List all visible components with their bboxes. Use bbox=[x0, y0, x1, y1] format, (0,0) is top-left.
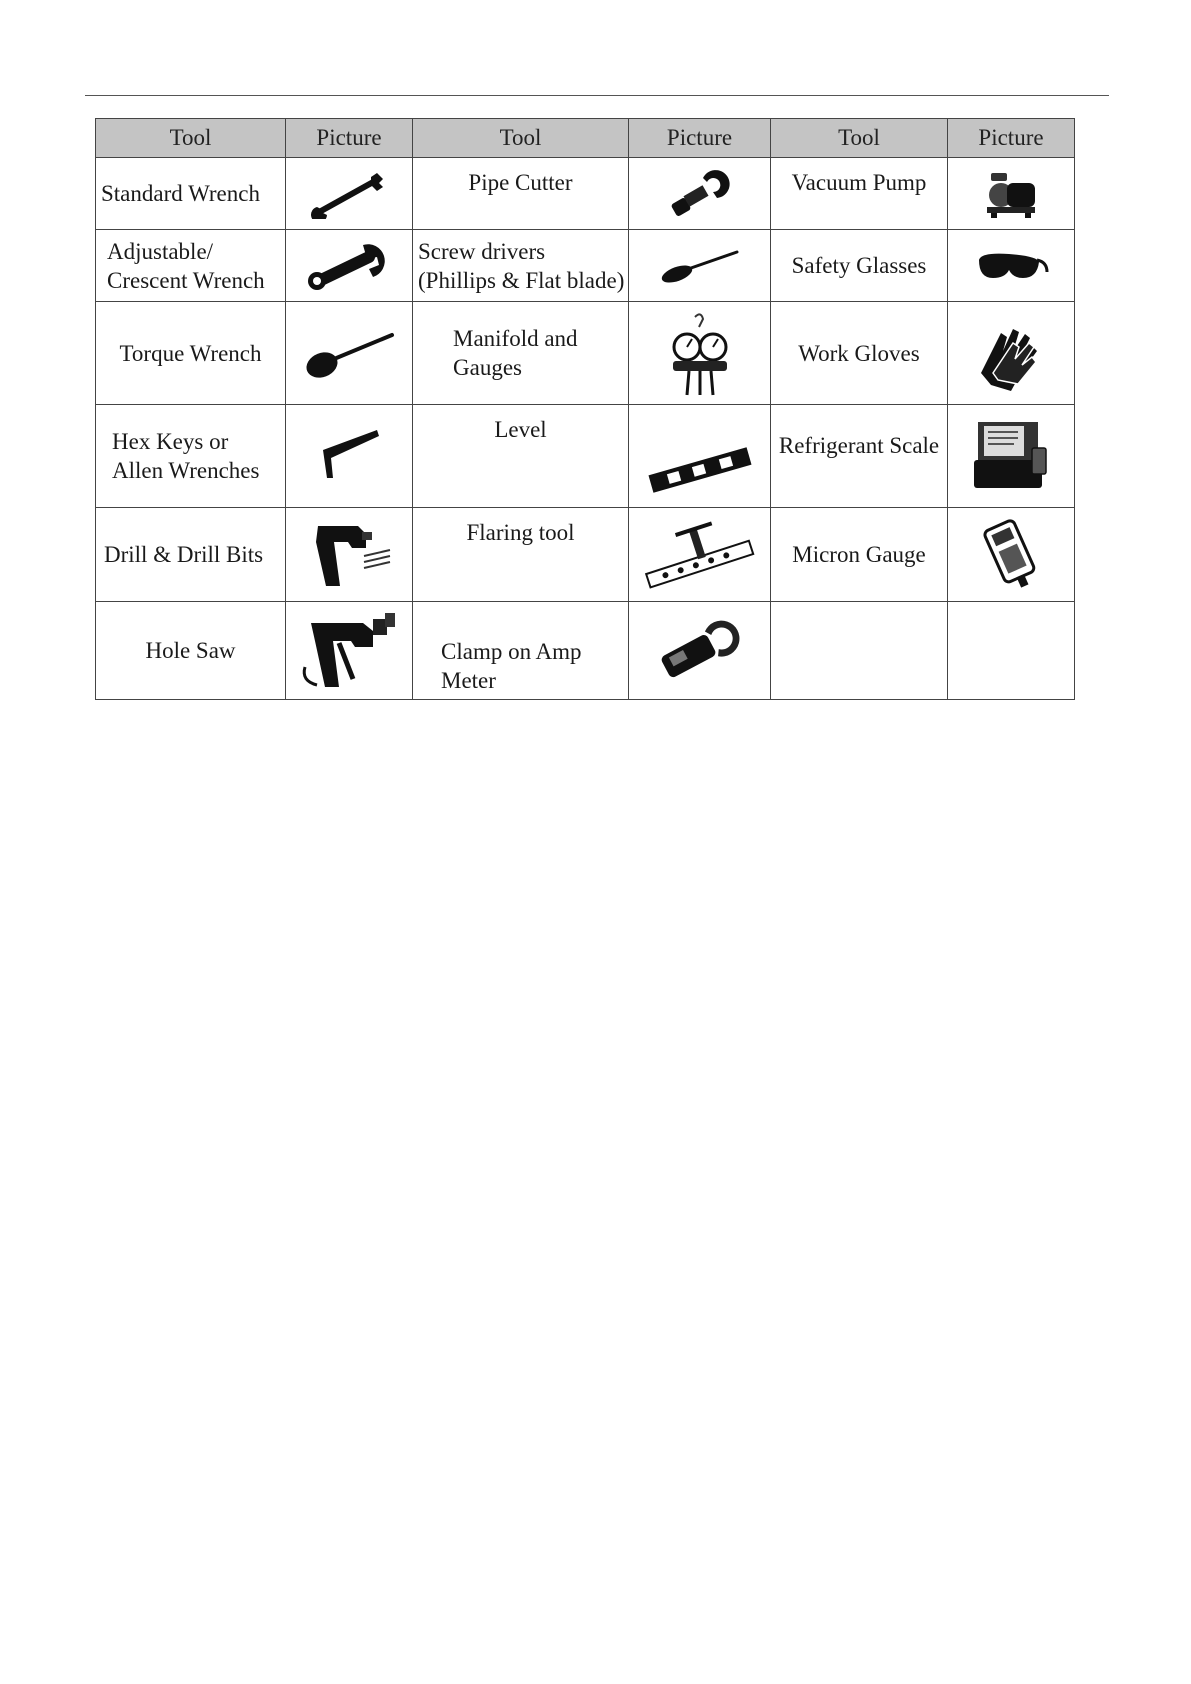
screwdriver-icon bbox=[657, 244, 743, 288]
tool-name-line: Screw drivers bbox=[418, 238, 546, 264]
header-row bbox=[96, 119, 1075, 158]
tool-name bbox=[96, 405, 286, 508]
empty-cell bbox=[948, 602, 1075, 700]
safety-glasses-icon bbox=[971, 244, 1051, 288]
tool-name bbox=[413, 158, 629, 230]
tool-name-line: Hex Keys or bbox=[112, 429, 229, 454]
tool-picture bbox=[948, 508, 1075, 602]
tool-name-line: Meter bbox=[441, 668, 496, 693]
tool-picture bbox=[286, 508, 413, 602]
tool-picture bbox=[286, 230, 413, 302]
tool-name bbox=[413, 405, 629, 508]
tool-picture bbox=[629, 158, 771, 230]
tool-picture bbox=[629, 602, 771, 700]
tool-picture bbox=[286, 602, 413, 700]
tool-picture bbox=[629, 508, 771, 602]
tool-name-line: Crescent Wrench bbox=[107, 267, 265, 293]
empty-cell bbox=[771, 602, 948, 700]
header-rule bbox=[85, 95, 1109, 96]
tool-name bbox=[771, 302, 948, 405]
table-row bbox=[96, 508, 1075, 602]
hex-key-icon bbox=[309, 426, 389, 486]
tool-picture bbox=[948, 230, 1075, 302]
flaring-tool-icon bbox=[640, 515, 760, 595]
tool-name bbox=[771, 158, 948, 230]
vacuum-pump-icon bbox=[981, 167, 1041, 221]
tool-picture bbox=[286, 302, 413, 405]
tool-name-line: Safety Glasses bbox=[791, 253, 927, 278]
column-header-tool: Tool bbox=[771, 119, 948, 158]
table-row bbox=[96, 230, 1075, 302]
table-row bbox=[96, 158, 1075, 230]
tools-table bbox=[95, 118, 1075, 700]
tool-picture bbox=[948, 405, 1075, 508]
column-header-picture: Picture bbox=[286, 119, 413, 158]
micron-gauge-icon bbox=[981, 517, 1041, 593]
tool-picture bbox=[629, 405, 771, 508]
tool-picture bbox=[629, 302, 771, 405]
tool-name bbox=[771, 230, 948, 302]
tool-picture bbox=[948, 158, 1075, 230]
torque-wrench-icon bbox=[300, 323, 398, 383]
column-header-picture: Picture bbox=[629, 119, 771, 158]
tool-name-line: Work Gloves bbox=[798, 340, 920, 366]
tool-name-line: Vacuum Pump bbox=[791, 170, 927, 195]
tool-name-line: Allen Wrenches bbox=[112, 458, 260, 483]
tool-name-line: Drill & Drill Bits bbox=[104, 542, 264, 567]
tool-name-line: Level bbox=[494, 417, 547, 442]
column-header-tool: Tool bbox=[96, 119, 286, 158]
clamp-meter-icon bbox=[655, 612, 745, 682]
tool-picture bbox=[286, 158, 413, 230]
tool-name-line: Hole Saw bbox=[145, 638, 236, 663]
tool-picture bbox=[629, 230, 771, 302]
tool-name-line: Gauges bbox=[453, 355, 522, 380]
tool-name-line: Micron Gauge bbox=[792, 542, 926, 567]
pipe-cutter-icon bbox=[665, 166, 735, 222]
table-row bbox=[96, 302, 1075, 405]
tool-name-line: Standard Wrench bbox=[101, 181, 260, 206]
tool-name-line: Clamp on Amp bbox=[441, 639, 582, 664]
tool-picture bbox=[948, 302, 1075, 405]
tool-name-line: Adjustable/ bbox=[107, 238, 214, 264]
tool-name-line: Torque Wrench bbox=[119, 340, 262, 366]
refrigerant-scale-icon bbox=[970, 418, 1052, 494]
tool-name bbox=[96, 302, 286, 405]
hole-saw-drill-icon bbox=[299, 607, 399, 695]
drill-and-bits-icon bbox=[304, 512, 394, 598]
tool-name-line: Pipe Cutter bbox=[468, 170, 573, 195]
tool-name-line: (Phillips & Flat blade) bbox=[418, 267, 625, 293]
tool-name bbox=[413, 508, 629, 602]
level-icon bbox=[645, 445, 755, 495]
tool-picture bbox=[286, 405, 413, 508]
table-row bbox=[96, 405, 1075, 508]
work-gloves-icon bbox=[971, 313, 1051, 393]
tool-name bbox=[96, 158, 286, 230]
tool-name bbox=[96, 230, 286, 302]
tool-name bbox=[413, 302, 629, 405]
column-header-picture: Picture bbox=[948, 119, 1075, 158]
tool-name bbox=[413, 602, 629, 700]
tool-name bbox=[96, 602, 286, 700]
table-row bbox=[96, 602, 1075, 700]
tool-name bbox=[771, 405, 948, 508]
tool-name-line: Manifold and bbox=[453, 326, 578, 351]
tool-name-line: Flaring tool bbox=[466, 520, 575, 545]
tool-name-line: Refrigerant Scale bbox=[778, 432, 940, 458]
tool-name bbox=[96, 508, 286, 602]
adjustable-wrench-icon bbox=[303, 237, 395, 295]
manifold-gauges-icon bbox=[665, 307, 735, 399]
tool-name bbox=[771, 508, 948, 602]
column-header-tool: Tool bbox=[413, 119, 629, 158]
open-end-wrench-icon bbox=[309, 169, 389, 219]
tool-name bbox=[413, 230, 629, 302]
